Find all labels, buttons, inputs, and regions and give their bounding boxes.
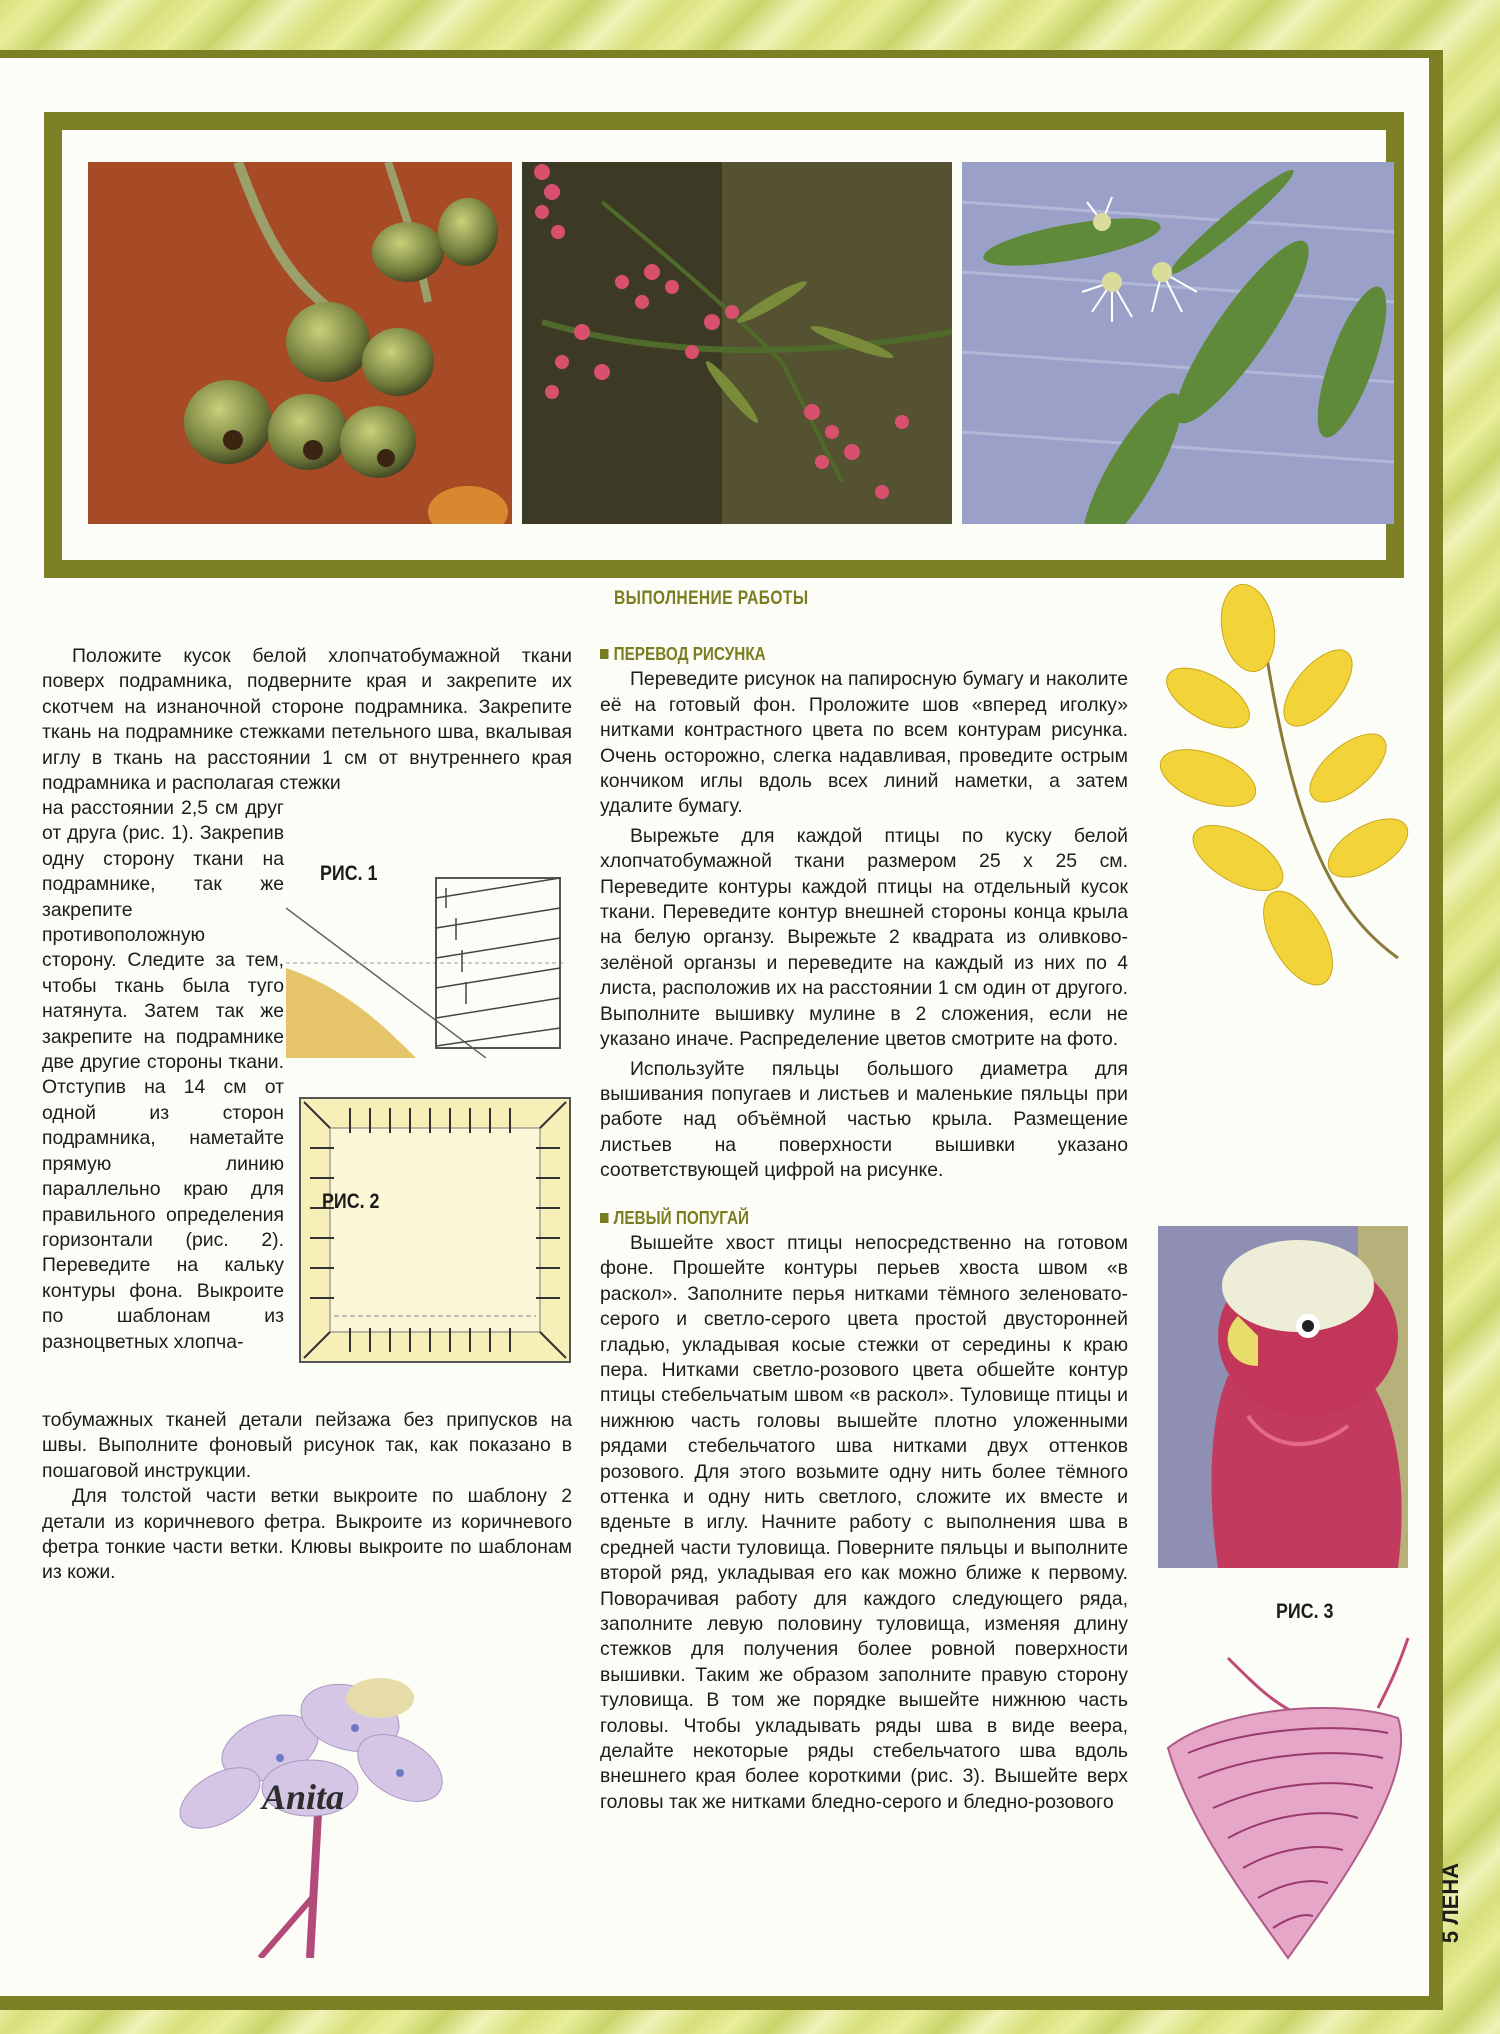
left-intro-text: Положите кусок белой хлопчатобумажной ткани поверх подрамника, подверните края и закрепите их скотчем на изнаночной стороне подрамника. Закрепите ткань на подрамнике стежками петельного шва, вкалывая иглу в ткань на расстоянии 1 см от внутреннего края подрамника и располагая стежки	[42, 645, 572, 795]
left-parrot-paragraph: Вышейте хвост птицы непосредственно на готовом фоне. Прошейте контуры перьев хвоста швом «в раскол». Заполните перья нитками тёмного зеленовато-серого и светло-серого цвета простой двусторонней гладью, укладывая косые стежки от середины к краю пера. Нитками светло-розового цвета обшейте контур птицы стебельчатым швом «в раскол». Туловище птицы и нижнюю часть головы вышейте плотно уложенными рядами стебельчатого шва нитками двух оттенков розового. Для этого возьмите одну нить более тёмного оттенка и одну нить светлого, сложите их вместе и вденьте в иглу. Начните работу с выполнения шва в средней части туловища. Поверните пяльцы и выполните второй ряд, укладывая его как можно ближе к первому. Поворачивая работу для каждого следующего ряда, заполните левую половину туловища, изменяя длину стежков для получения более ровной поверхности вышивки. Таким же образом заполните правую сторону туловища. В том же порядке вышейте нижнюю часть головы. Чтобы укладывать ряды шва в виде веера, делайте некоторые ряды стебельчатого шва вдоль внешнего края более короткими (рис. 3). Вышейте верх головы так же нитками бледно-серого и бледно-розового	[600, 1231, 1128, 1813]
fig1-label: РИС. 1	[320, 862, 378, 885]
bullet-square-icon	[600, 649, 609, 659]
heading-transfer-text: ПЕРЕВОД РИСУНКА	[613, 644, 766, 664]
fig3-illustration	[1158, 1628, 1428, 1968]
photo-pink-parrot	[1158, 1226, 1408, 1568]
left-narrow-paragraph	[42, 796, 284, 1355]
fig2-illustration	[290, 1088, 580, 1372]
left-bottom-text-2: Для толстой части ветки выкроите по шаблону 2 детали из коричневого фетра. Выкроите из коричневого фетра тонкие части ветки. Клювы выкроите по шаблонам из кожи.	[42, 1485, 572, 1584]
fig3-label: РИС. 3	[1276, 1600, 1334, 1623]
heading-left-parrot-text: ЛЕВЫЙ ПОПУГАЙ	[613, 1207, 749, 1228]
section-title: ВЫПОЛНЕНИЕ РАБОТЫ	[614, 588, 809, 609]
left-bottom-text-1: тобумажных тканей детали пейзажа без припусков на швы. Выполните фоновый рисунок так, как показано в пошаговой инструкции.	[42, 1409, 572, 1482]
magazine-page	[0, 50, 1463, 2010]
left-intro-paragraph	[42, 644, 572, 796]
heading-transfer	[600, 642, 1049, 667]
photo-eucalyptus-flowers	[962, 162, 1394, 524]
photo-pink-berries	[522, 162, 952, 524]
heading-left-parrot	[600, 1206, 1049, 1231]
bullet-square-icon	[600, 1213, 609, 1223]
fig1-illustration	[286, 868, 566, 1058]
left-bottom-paragraphs	[42, 1408, 572, 1586]
left-narrow-text: на расстоянии 2,5 см друг от друга (рис. 1). Закрепив одну сторону ткани на подрамнике, так же закрепите противоположную сторону. Следите за тем, чтобы ткань была туго натянута. Затем так же закрепите на подрамнике две другие стороны ткани. Отступив на 14 см от одной из сторон подрамника, наметайте прямую линию параллельно краю для правильного определения горизонтали (рис. 2). Переведите на кальку контуры фона. Выкроите по шаблонам из разноцветных хлопча-	[42, 797, 284, 1353]
photo-eucalyptus-pods	[88, 162, 512, 524]
transfer-paragraph-2: Вырежьте для каждой птицы по куску белой хлопчатобумажной ткани размером 25 х 25 см. Переведите контуры каждой птицы на отдельный кусок ткани. Переведите контур внешней стороны конца крыла на белую органзу. Вырежьте 2 квадрата из оливково-зелёной органзы и переведите на каждый из них по 4 листа, расположив их на расстоянии 1 см один от другого. Выполните вышивку мулине в 2 сложения, если не указано иначе. Распределение цветов смотрите на фото.	[600, 824, 1128, 1051]
spacer	[600, 1184, 1128, 1206]
page-number-text: 5 ЛЕНА	[1438, 1862, 1463, 1944]
signature: Anita	[262, 1777, 345, 1817]
transfer-paragraph-3: Используйте пяльцы большого диаметра для вышивания попугаев и листьев и маленькие пяльцы при работе над объёмной частью крыла. Размещение листьев на поверхности вышивки указано соответствующей цифрой на рисунке.	[600, 1057, 1128, 1182]
page-number-tag	[1432, 1840, 1463, 1970]
yellow-leaf-branch	[1148, 578, 1428, 998]
middle-column	[600, 642, 1128, 1815]
transfer-paragraph-1: Переведите рисунок на папиросную бумагу и наколите её на готовый фон. Проложите шов «вперед иголку» нитками контрастного цвета по всем контурам рисунка. Очень осторожно, слегка надавливая, проведите острым кончиком иглы вдоль всех линий наметки, а затем удалите бумагу.	[600, 668, 1128, 818]
fig2-label: РИС. 2	[322, 1190, 380, 1213]
